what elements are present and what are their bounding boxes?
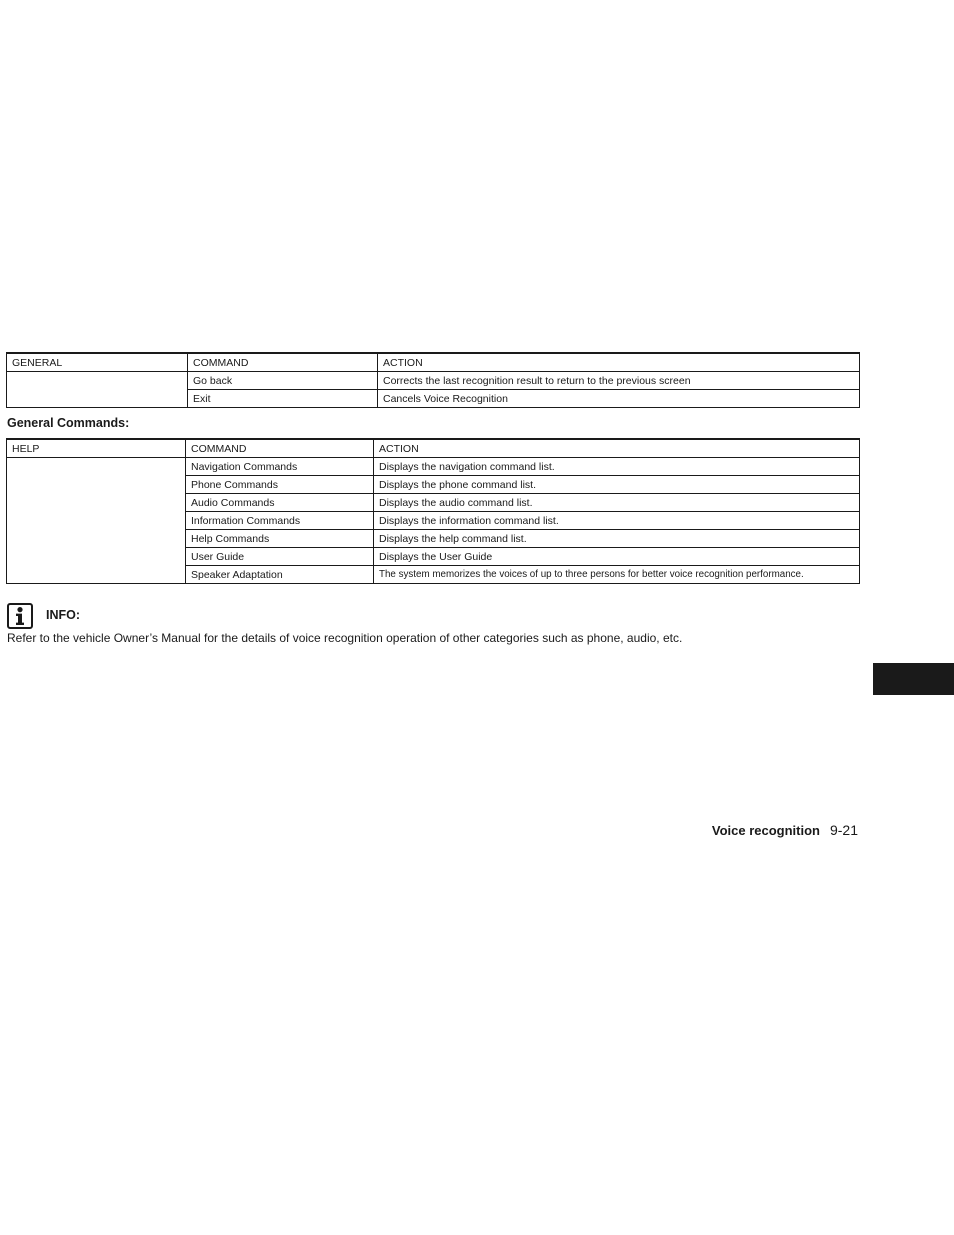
command-cell: Information Commands: [186, 512, 374, 530]
chapter-edge-tab: [873, 663, 954, 695]
category-cell: [7, 372, 188, 408]
action-cell: Corrects the last recognition result to return to the previous screen: [378, 372, 860, 390]
action-cell: Cancels Voice Recognition: [378, 390, 860, 408]
general-command-table: [6, 352, 860, 408]
command-cell: Speaker Adaptation: [186, 566, 374, 584]
help-command-table: [6, 438, 860, 584]
info-icon: [7, 603, 33, 629]
page-number: 9-21: [829, 822, 858, 838]
command-cell: Help Commands: [186, 530, 374, 548]
command-cell: User Guide: [186, 548, 374, 566]
column-header-command: COMMAND: [186, 439, 374, 458]
column-header-action: ACTION: [378, 353, 860, 372]
action-cell: The system memorizes the voices of up to three persons for better voice recognition performance.: [374, 566, 860, 584]
section-heading: General Commands:: [7, 416, 130, 430]
action-cell: Displays the User Guide: [374, 548, 860, 566]
action-cell: Displays the audio command list.: [374, 494, 860, 512]
info-label: INFO:: [46, 608, 81, 622]
table-header-row: [7, 439, 860, 458]
column-header-command: COMMAND: [188, 353, 378, 372]
footer-section-name: Voice recognition: [711, 823, 820, 838]
page-footer: [712, 822, 858, 838]
action-cell: Displays the help command list.: [374, 530, 860, 548]
action-cell: Displays the navigation command list.: [374, 458, 860, 476]
column-header-category: HELP: [7, 439, 186, 458]
column-header-category: GENERAL: [7, 353, 188, 372]
command-cell: Go back: [188, 372, 378, 390]
command-cell: Navigation Commands: [186, 458, 374, 476]
table-header-row: [7, 353, 860, 372]
action-cell: Displays the information command list.: [374, 512, 860, 530]
action-cell: Displays the phone command list.: [374, 476, 860, 494]
command-cell: Phone Commands: [186, 476, 374, 494]
category-cell: [7, 458, 186, 584]
table-row: [7, 372, 860, 390]
command-cell: Audio Commands: [186, 494, 374, 512]
column-header-action: ACTION: [374, 439, 860, 458]
command-cell: Exit: [188, 390, 378, 408]
info-text: Refer to the vehicle Owner’s Manual for the details of voice recognition operation of other categories such as phone, audio, etc.: [7, 631, 683, 645]
table-row: [7, 458, 860, 476]
